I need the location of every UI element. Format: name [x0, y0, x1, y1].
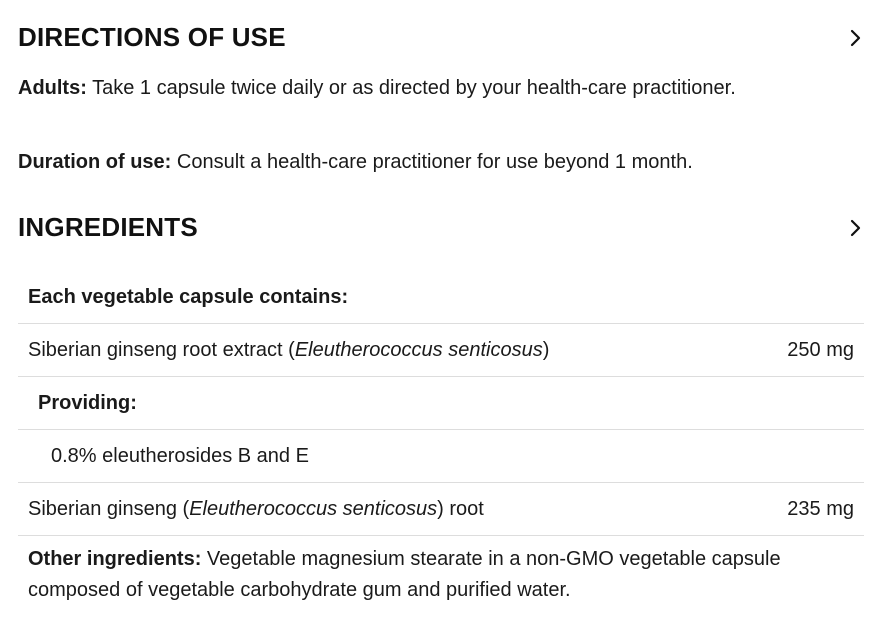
adults-instructions — [18, 74, 874, 102]
directions-header[interactable] — [18, 22, 864, 53]
table-row — [18, 271, 864, 324]
other-ingredients-label: Other ingredients: — [28, 548, 202, 570]
ingredient-amount: 250 mg — [787, 338, 854, 361]
ingredient-name: Siberian ginseng (Eleutherococcus senticosus) root — [28, 497, 484, 520]
adults-text: Take 1 capsule twice daily or as directed by your health-care practitioner. — [86, 77, 736, 99]
table-row — [18, 483, 864, 536]
other-ingredients-text: Vegetable magnesium stearate in a non-GMO vegetable capsule composed of vegetable carbohydrate gum and purified water. — [28, 548, 781, 601]
chevron-right-icon[interactable] — [846, 219, 864, 237]
chevron-right-icon[interactable] — [846, 29, 864, 47]
providing-label: Providing: — [38, 391, 137, 414]
duration-label: Duration of use: — [18, 151, 172, 173]
table-header: Each vegetable capsule contains: — [28, 285, 349, 308]
ingredients-header[interactable] — [18, 212, 864, 243]
adults-label: Adults: — [18, 77, 87, 99]
directions-title: DIRECTIONS OF USE — [18, 22, 286, 52]
ingredient-subitem: 0.8% eleutherosides B and E — [51, 444, 309, 467]
table-row — [18, 430, 864, 483]
duration-instructions — [18, 148, 874, 176]
ingredient-amount: 235 mg — [787, 497, 854, 520]
ingredients-title: INGREDIENTS — [18, 212, 198, 242]
ingredient-name: Siberian ginseng root extract (Eleutherococcus senticosus) — [28, 338, 550, 361]
other-ingredients — [18, 536, 864, 606]
table-row — [18, 377, 864, 430]
table-row — [18, 324, 864, 377]
ingredients-table — [18, 271, 864, 606]
duration-text: Consult a health-care practitioner for use beyond 1 month. — [171, 151, 693, 173]
